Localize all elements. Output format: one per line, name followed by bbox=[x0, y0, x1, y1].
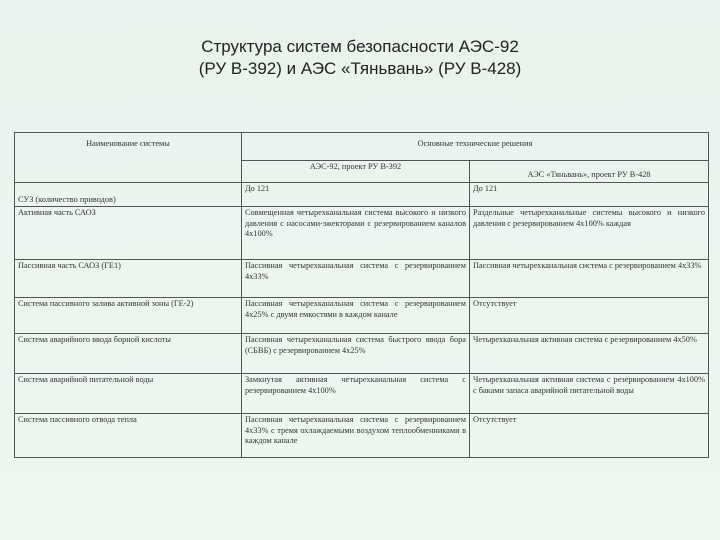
cell-tianwan: До 121 bbox=[470, 183, 709, 207]
slide-title-line-1: Структура систем безопасности АЭС-92 bbox=[201, 37, 519, 56]
cell-system-name: Пассивная часть САОЗ (ГЕ1) bbox=[15, 260, 242, 298]
header-system-name: Наименование системы bbox=[15, 133, 242, 183]
cell-aes92: Пассивная четырехканальная система с резервированием 4х25% с двумя емкостями в каждом канале bbox=[242, 298, 470, 334]
cell-tianwan: Четырехканальная активная система с резервированием 4х100% с баками запаса аварийной питательной воды bbox=[470, 374, 709, 414]
table-row bbox=[15, 414, 709, 458]
table-row bbox=[15, 260, 709, 298]
cell-system-name: Система пассивного отвода тепла bbox=[15, 414, 242, 458]
header-tianwan: АЭС «Тяньвань», проект РУ В-428 bbox=[470, 161, 709, 183]
cell-aes92: Совмещенная четырехканальная система высокого и низкого давления с насосами-эжекторами с резервированием каналов 4х100% bbox=[242, 207, 470, 260]
header-technical-solutions: Основные технические решения bbox=[242, 133, 709, 161]
table-row bbox=[15, 207, 709, 260]
cell-system-name: Система аварийной питательной воды bbox=[15, 374, 242, 414]
table-header-row bbox=[15, 133, 709, 161]
cell-tianwan: Пассивная четырехканальная система с резервированием 4х33% bbox=[470, 260, 709, 298]
table-row bbox=[15, 374, 709, 414]
cell-tianwan: Отсутствует bbox=[470, 298, 709, 334]
header-aes92: АЭС-92, проект РУ В-392 bbox=[242, 161, 470, 183]
cell-aes92: Пассивная четырехканальная система с резервированием 4х33% с тремя охлаждаемыми воздухом теплообменниками в каждом канале bbox=[242, 414, 470, 458]
slide-title bbox=[140, 36, 580, 80]
cell-aes92: До 121 bbox=[242, 183, 470, 207]
table-row bbox=[15, 183, 709, 207]
safety-systems-table bbox=[14, 132, 709, 458]
table-row bbox=[15, 334, 709, 374]
cell-system-name: Активная часть САОЗ bbox=[15, 207, 242, 260]
cell-tianwan: Четырехканальная активная система с резервированием 4х50% bbox=[470, 334, 709, 374]
slide-title-line-2: (РУ В-392) и АЭС «Тяньвань» (РУ В-428) bbox=[198, 59, 522, 78]
cell-aes92: Пассивная четырехканальная система быстрого ввода бора (СБВБ) с резервированием 4х25% bbox=[242, 334, 470, 374]
cell-system-name: Система аварийного ввода борной кислоты bbox=[15, 334, 242, 374]
cell-tianwan: Отсутствует bbox=[470, 414, 709, 458]
cell-aes92: Замкнутая активная четырехканальная система с резервированием 4х100% bbox=[242, 374, 470, 414]
cell-system-name: Система пассивного залива активной зоны (ГЕ-2) bbox=[15, 298, 242, 334]
table-row bbox=[15, 298, 709, 334]
cell-system-name: СУЗ (количество приводов) bbox=[15, 183, 242, 207]
cell-aes92: Пассивная четырехканальная система с резервированием 4х33% bbox=[242, 260, 470, 298]
cell-tianwan: Раздельные четырехканальные системы высокого и низкого давления с резервированием 4х100% каждая bbox=[470, 207, 709, 260]
